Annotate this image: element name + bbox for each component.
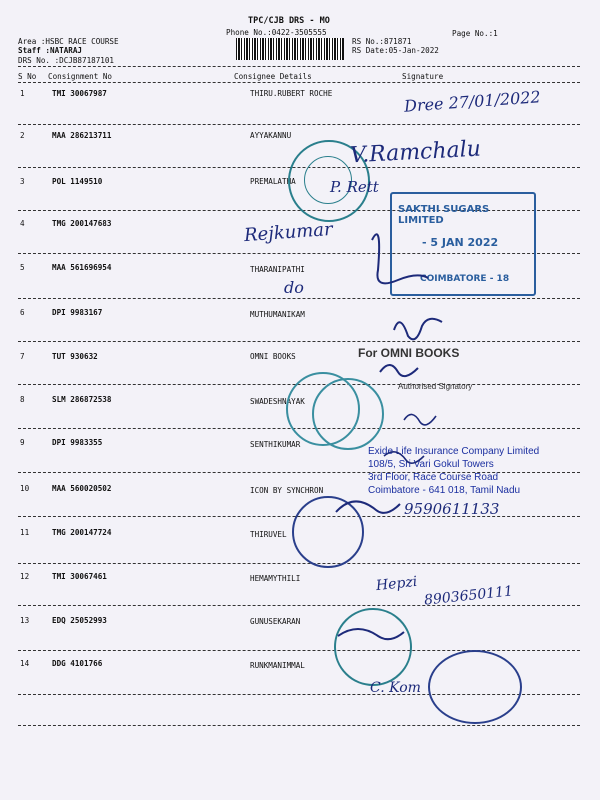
- row-consignee: AYYAKANNU: [250, 131, 292, 140]
- signature-row-3: P. Rett: [330, 178, 379, 196]
- row-sno: 11: [20, 528, 30, 537]
- row-consignee: THIRU.RUBERT ROCHE: [250, 89, 333, 98]
- round-stamp-teal-4: [334, 608, 412, 686]
- signature-row-10-phone: 9590611133: [404, 500, 500, 518]
- sakthi-sugars-stamp: [390, 192, 536, 296]
- row-consignment: DPI 9983167: [52, 308, 103, 317]
- col-consignee: Consignee Details: [234, 72, 312, 81]
- row-divider: [18, 605, 580, 606]
- row-divider: [18, 341, 580, 342]
- header-top-rule: [18, 66, 580, 67]
- row-sno: 2: [20, 131, 25, 140]
- row-consignee: MUTHUMANIKAM: [250, 310, 305, 319]
- row-consignment: TMI 30067461: [52, 572, 107, 581]
- row-sno: 5: [20, 263, 25, 272]
- row-consignee: RUNKMANIMMAL: [250, 661, 305, 670]
- round-stamp-blue: [292, 496, 364, 568]
- row-sno: 4: [20, 219, 25, 228]
- col-sno: S No: [18, 72, 37, 81]
- exide-stamp-line3: 3rd Floor, Race Course Road: [368, 472, 499, 483]
- row-sno: 8: [20, 395, 25, 404]
- row-divider: [18, 124, 580, 125]
- row-sno: 6: [20, 308, 25, 317]
- row-consignee: THIRUVEL: [250, 530, 287, 539]
- omni-books-stamp: For OMNI BOOKS: [358, 346, 460, 360]
- row-consignee: PREMALATHA: [250, 177, 296, 186]
- row-consignment: POL 1149510: [52, 177, 103, 186]
- row-consignee: SENTHIKUMAR: [250, 440, 301, 449]
- stamp-date: - 5 JAN 2022: [422, 236, 499, 249]
- row-consignment: EDQ 25052993: [52, 616, 107, 625]
- row-consignment: TMG 200147724: [52, 528, 112, 537]
- row-sno: 12: [20, 572, 30, 581]
- signature-row-14: C. Kom: [370, 680, 421, 696]
- row-sno: 9: [20, 438, 25, 447]
- signature-row-5: do: [284, 278, 304, 297]
- document-title: TPC/CJB DRS - MO: [248, 16, 330, 26]
- signature-row-12-phone: 8903650111: [423, 583, 514, 609]
- row-sno: 14: [20, 659, 30, 668]
- row-consignment: TMG 200147683: [52, 219, 112, 228]
- barcode: [236, 38, 344, 60]
- row-consignment: SLM 286872538: [52, 395, 112, 404]
- col-consignment: Consignment No: [48, 72, 113, 81]
- rs-number: RS No.:871871: [352, 37, 412, 46]
- phone-number: Phone No.:0422-3505555: [226, 28, 327, 37]
- row-consignment: DDG 4101766: [52, 659, 103, 668]
- drs-number: DRS No. :DCJB87187101: [18, 56, 115, 65]
- row-sno: 3: [20, 177, 25, 186]
- row-consignee: ICON BY SYNCHRON: [250, 486, 324, 495]
- row-consignee: GUNUSEKARAN: [250, 617, 301, 626]
- signature-row-12-name: Hepzi: [375, 573, 419, 595]
- stamp-city: COIMBATORE - 18: [420, 274, 510, 284]
- omni-signatory-label: Authorised Signatory: [398, 382, 473, 391]
- area-field: Area :HSBC RACE COURSE: [18, 37, 119, 46]
- row-consignment: MAA 560020502: [52, 484, 112, 493]
- exide-stamp-line1: Exide Life Insurance Company Limited: [368, 446, 540, 457]
- signature-row-2: V.Ramchalu: [349, 136, 482, 169]
- row-consignment: TMI 30067987: [52, 89, 107, 98]
- signature-row-4: Rejkumar: [243, 218, 334, 247]
- exide-stamp-line2: 108/5, Sri Vari Gokul Towers: [368, 459, 494, 470]
- stamp-company: SAKTHI SUGARS LIMITED: [398, 204, 490, 226]
- bottom-rule: [18, 725, 580, 726]
- row-sno: 10: [20, 484, 30, 493]
- row-consignee: SWADESHNAYAK: [250, 397, 305, 406]
- row-consignment: TUT 930632: [52, 352, 98, 361]
- signature-row-1: Dree 27/01/2022: [403, 87, 542, 116]
- row-consignment: DPI 9983355: [52, 438, 103, 447]
- col-signature: Signature: [402, 72, 444, 81]
- row-divider: [18, 650, 580, 651]
- row-consignee: HEMAMYTHILI: [250, 574, 301, 583]
- header-bottom-rule: [18, 82, 580, 83]
- exide-stamp-line4: Coimbatore - 641 018, Tamil Nadu: [368, 485, 521, 496]
- round-stamp-teal-3: [312, 378, 384, 450]
- row-sno: 7: [20, 352, 25, 361]
- row-consignment: MAA 286213711: [52, 131, 112, 140]
- staff-field: Staff :NATARAJ: [18, 46, 83, 55]
- row-consignee: THARANIPATHI: [250, 265, 305, 274]
- row-sno: 1: [20, 89, 25, 98]
- rs-date: RS Date:05-Jan-2022: [352, 46, 439, 55]
- row-consignment: MAA 561696954: [52, 263, 112, 272]
- row-consignee: OMNI BOOKS: [250, 352, 296, 361]
- row-sno: 13: [20, 616, 30, 625]
- row-divider: [18, 563, 580, 564]
- round-stamp-blue-2: [428, 650, 522, 724]
- page-number: Page No.:1: [452, 29, 498, 38]
- row-divider: [18, 298, 580, 299]
